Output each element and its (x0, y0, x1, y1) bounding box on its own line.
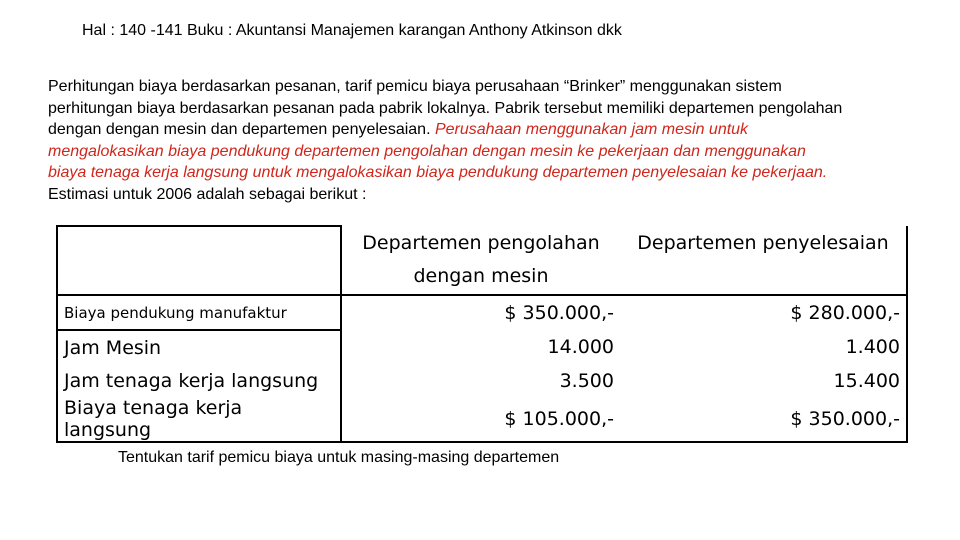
table-header-row (57, 226, 907, 295)
table-row (57, 330, 907, 364)
paragraph-text-intro: Perhitungan biaya berdasarkan pesanan, tarif pemicu biaya perusahaan “Brinker” menggunakan sistem perhitungan biaya berdasarkan pesanan pada pabrik lokalnya. Pabrik tersebut memiliki departemen pengolahan dengan dengan mesin dan departemen penyelesaian. (48, 78, 843, 138)
cell-finishing: $ 280.000,- (620, 295, 907, 330)
table-row (57, 364, 907, 397)
paragraph-highlight: Perusahaan menggunakan jam mesin untuk mengalokasikan biaya pendukung departemen pengolahan dengan mesin ke pekerjaan dan menggunakan biaya tenaga kerja langsung untuk mengalokasikan biaya pendukung departemen penyelesaian ke pekerjaan. (48, 121, 828, 181)
paragraph-text-outro: Estimasi untuk 2006 adalah sebagai berikut : (48, 185, 367, 203)
table-row (57, 295, 907, 330)
table-row (57, 397, 907, 442)
row-label: Biaya tenaga kerja langsung (57, 397, 341, 442)
column-header-finishing: Departemen penyelesaian (620, 226, 907, 295)
row-label: Jam tenaga kerja langsung (57, 364, 341, 397)
cell-finishing: 15.400 (620, 364, 907, 397)
cell-processing: $ 350.000,- (341, 295, 620, 330)
cell-processing: 14.000 (547, 336, 614, 358)
problem-paragraph (48, 76, 848, 205)
row-label: Jam Mesin (57, 330, 341, 364)
header-empty-cell (57, 226, 341, 295)
cell-processing: 3.500 (559, 369, 614, 392)
page-header: Hal : 140 -141 Buku : Akuntansi Manajemen karangan Anthony Atkinson dkk (82, 22, 622, 39)
cell-finishing: $ 350.000,- (620, 397, 907, 442)
question-text: Tentukan tarif pemicu biaya untuk masing-masing departemen (118, 449, 560, 466)
column-header-processing: Departemen pengolahan dengan mesin (362, 232, 600, 287)
cell-finishing: 1.400 (620, 330, 907, 364)
cell-processing: $ 105.000,- (341, 397, 620, 442)
cost-table (56, 225, 908, 443)
row-label: Biaya pendukung manufaktur (57, 295, 341, 330)
